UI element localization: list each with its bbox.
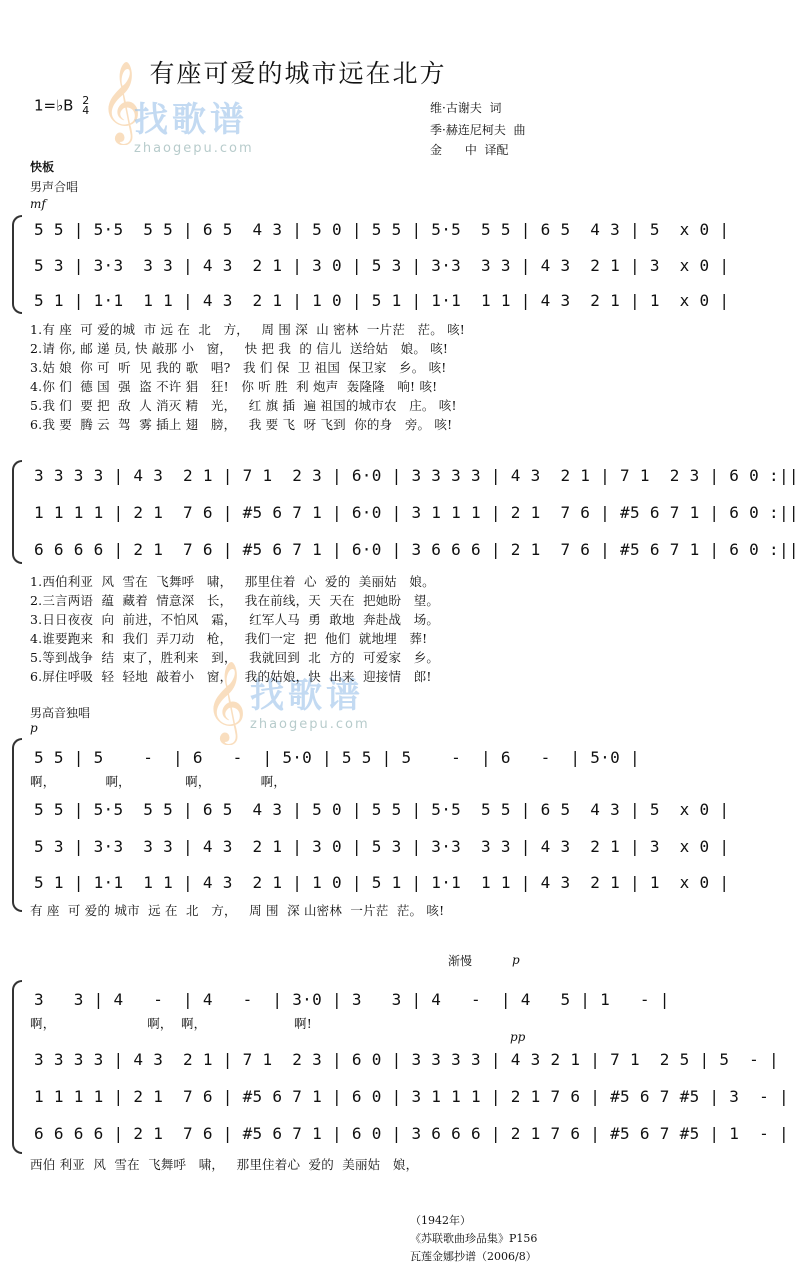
notes-line: 6 6 6 6 | 2 1 7 6 | #5 6 7 1 | 6·0 | 3 6 6 6 | 2 1 7 6 | #5 6 7 1 | 6 0 :|| [34,540,799,559]
system-bracket [12,980,22,1154]
system-bracket [12,460,22,564]
credit-composer: 季·赫连尼柯夫 曲 [430,123,526,137]
source-book: 《苏联歌曲珍品集》P156 [410,1232,538,1245]
lyric-line: 3.日日夜夜 向 前进，不怕风 霜， 红军人马 勇 敢地 奔赴战 场。 [30,612,440,627]
ritardando-marking: 渐慢 [448,954,473,968]
solo-lyric-line: 啊， 啊， 啊， 啊， [30,774,287,789]
credit-lyricist: 维·古谢夫 词 [430,101,502,115]
lyric-line: 2.三言两语 蕴 藏着 情意深 长， 我在前线，天 天在 把她盼 望。 [30,593,440,608]
notes-line: 5 3 | 3·3 3 3 | 4 3 2 1 | 3 0 | 5 3 | 3·3 3 3 | 4 3 2 1 | 3 x 0 | [34,256,730,275]
dynamic-p2: p [512,953,520,967]
treble-clef-watermark-icon: 𝄞 [205,660,247,742]
key-signature [34,96,89,116]
dynamic-pp: pp [510,1030,526,1044]
treble-clef-watermark-icon: 𝄞 [100,60,142,142]
watermark-top [134,92,254,156]
watermark-url: zhaogepu.com [134,141,254,156]
time-den: 4 [82,104,90,117]
lyric-line: 1.有 座 可 爱的城 市 远 在 北 方， 周 围 深 山 密林 一片茫 茫。 咳! [30,322,466,337]
credit-translator: 金 中 译配 [430,143,509,157]
notes-line: 5 5 | 5·5 5 5 | 6 5 4 3 | 5 0 | 5 5 | 5·5 5 5 | 6 5 4 3 | 5 x 0 | [34,800,730,819]
solo-notes-line: 3 3 | 4 - | 4 - | 3·0 | 3 3 | 4 - | 4 5 | 1 - | [34,990,670,1009]
notes-line: 1 1 1 1 | 2 1 7 6 | #5 6 7 1 | 6 0 | 3 1 1 1 | 2 1 7 6 | #5 6 7 #5 | 3 - | [34,1087,789,1106]
notes-line: 5 3 | 3·3 3 3 | 4 3 2 1 | 3 0 | 5 3 | 3·3 3 3 | 4 3 2 1 | 3 x 0 | [34,837,730,856]
notes-line: 3 3 3 3 | 4 3 2 1 | 7 1 2 3 | 6 0 | 3 3 3 3 | 4 3 2 1 | 7 1 2 5 | 5 - | [34,1050,779,1069]
notes-line: 5 5 | 5·5 5 5 | 6 5 4 3 | 5 0 | 5 5 | 5·5 5 5 | 6 5 4 3 | 5 x 0 | [34,220,730,239]
watermark-url: zhaogepu.com [250,717,370,732]
system-bracket [12,738,22,912]
solo-lyric-line: 啊， 啊， 啊， 啊! [30,1016,312,1031]
notes-line: 3 3 3 3 | 4 3 2 1 | 7 1 2 3 | 6·0 | 3 3 3 3 | 4 3 2 1 | 7 1 2 3 | 6 0 :|| [34,466,799,485]
notes-line: 5 1 | 1·1 1 1 | 4 3 2 1 | 1 0 | 5 1 | 1·1 1 1 | 4 3 2 1 | 1 x 0 | [34,291,730,310]
tempo-marking: 快板 [30,160,55,174]
song-title: 有座可爱的城市远在北方 [149,59,447,88]
lyric-line: 3.姑 娘 你 可 听 见 我的 歌 唱? 我 们 保 卫 祖国 保卫家 乡。 咳! [30,360,447,375]
notes-line: 6 6 6 6 | 2 1 7 6 | #5 6 7 1 | 6 0 | 3 6 6 6 | 2 1 7 6 | #5 6 7 #5 | 1 - | [34,1124,789,1143]
lyric-line: 西伯 利亚 风 雪在 飞舞呼 啸， 那里住着心 爱的 美丽姑 娘， [30,1157,419,1172]
source-year: （1942年） [410,1214,471,1227]
lyric-line: 5.我 们 要 把 敌 人 消灭 精 光， 红 旗 插 遍 祖国的城市农 庄。 咳! [30,398,457,413]
source-copyist: 瓦莲金娜抄谱（2006/8） [410,1250,537,1263]
notes-line: 5 1 | 1·1 1 1 | 4 3 2 1 | 1 0 | 5 1 | 1·1 1 1 | 4 3 2 1 | 1 x 0 | [34,873,730,892]
lyric-line: 4.你 们 德 国 强 盗 不许 猖 狂! 你 听 胜 利 炮声 轰隆隆 响! 咳! [30,379,438,394]
watermark-brand: 找歌谱 [250,676,364,716]
solo-notes-line: 5 5 | 5 - | 6 - | 5·0 | 5 5 | 5 - | 6 - | 5·0 | [34,748,640,767]
notes-line: 1 1 1 1 | 2 1 7 6 | #5 6 7 1 | 6·0 | 3 1 1 1 | 2 1 7 6 | #5 6 7 1 | 6 0 :|| [34,503,799,522]
dynamic-mf: mf [30,197,46,211]
lyric-line: 2.请 你, 邮 递 员, 快 敲那 小 窗， 快 把 我 的 信儿 送给姑 娘。 咳! [30,341,449,356]
voice-label-tenor: 男高音独唱 [30,706,91,720]
lyric-line: 1.西伯利亚 风 雪在 飞舞呼 啸， 那里住着 心 爱的 美丽姑 娘。 [30,574,435,589]
time-num: 2 [82,94,90,107]
lyric-line: 6.屏住呼吸 轻 轻地 敲着小 窗， 我的姑娘，快 出来 迎接情 郎! [30,669,432,684]
lyric-line: 6.我 要 腾 云 驾 雾 插上 翅 膀， 我 要 飞 呀 飞到 你的身 旁。 咳! [30,417,453,432]
voice-label-chorus: 男声合唱 [30,180,79,194]
dynamic-p: p [30,721,38,735]
watermark-brand: 找歌谱 [134,100,248,140]
lyric-line: 有 座 可 爱的 城市 远 在 北 方， 周 围 深 山密林 一片茫 茫。 咳! [30,903,445,918]
key-tonic: 1=♭B [34,96,74,115]
time-signature [82,96,89,116]
system-bracket [12,215,22,314]
lyric-line: 4.谁要跑来 和 我们 弄刀动 枪， 我们一定 把 他们 就地埋 葬! [30,631,428,646]
lyric-line: 5.等到战争 结 束了，胜利来 到， 我就回到 北 方的 可爱家 乡。 [30,650,440,665]
